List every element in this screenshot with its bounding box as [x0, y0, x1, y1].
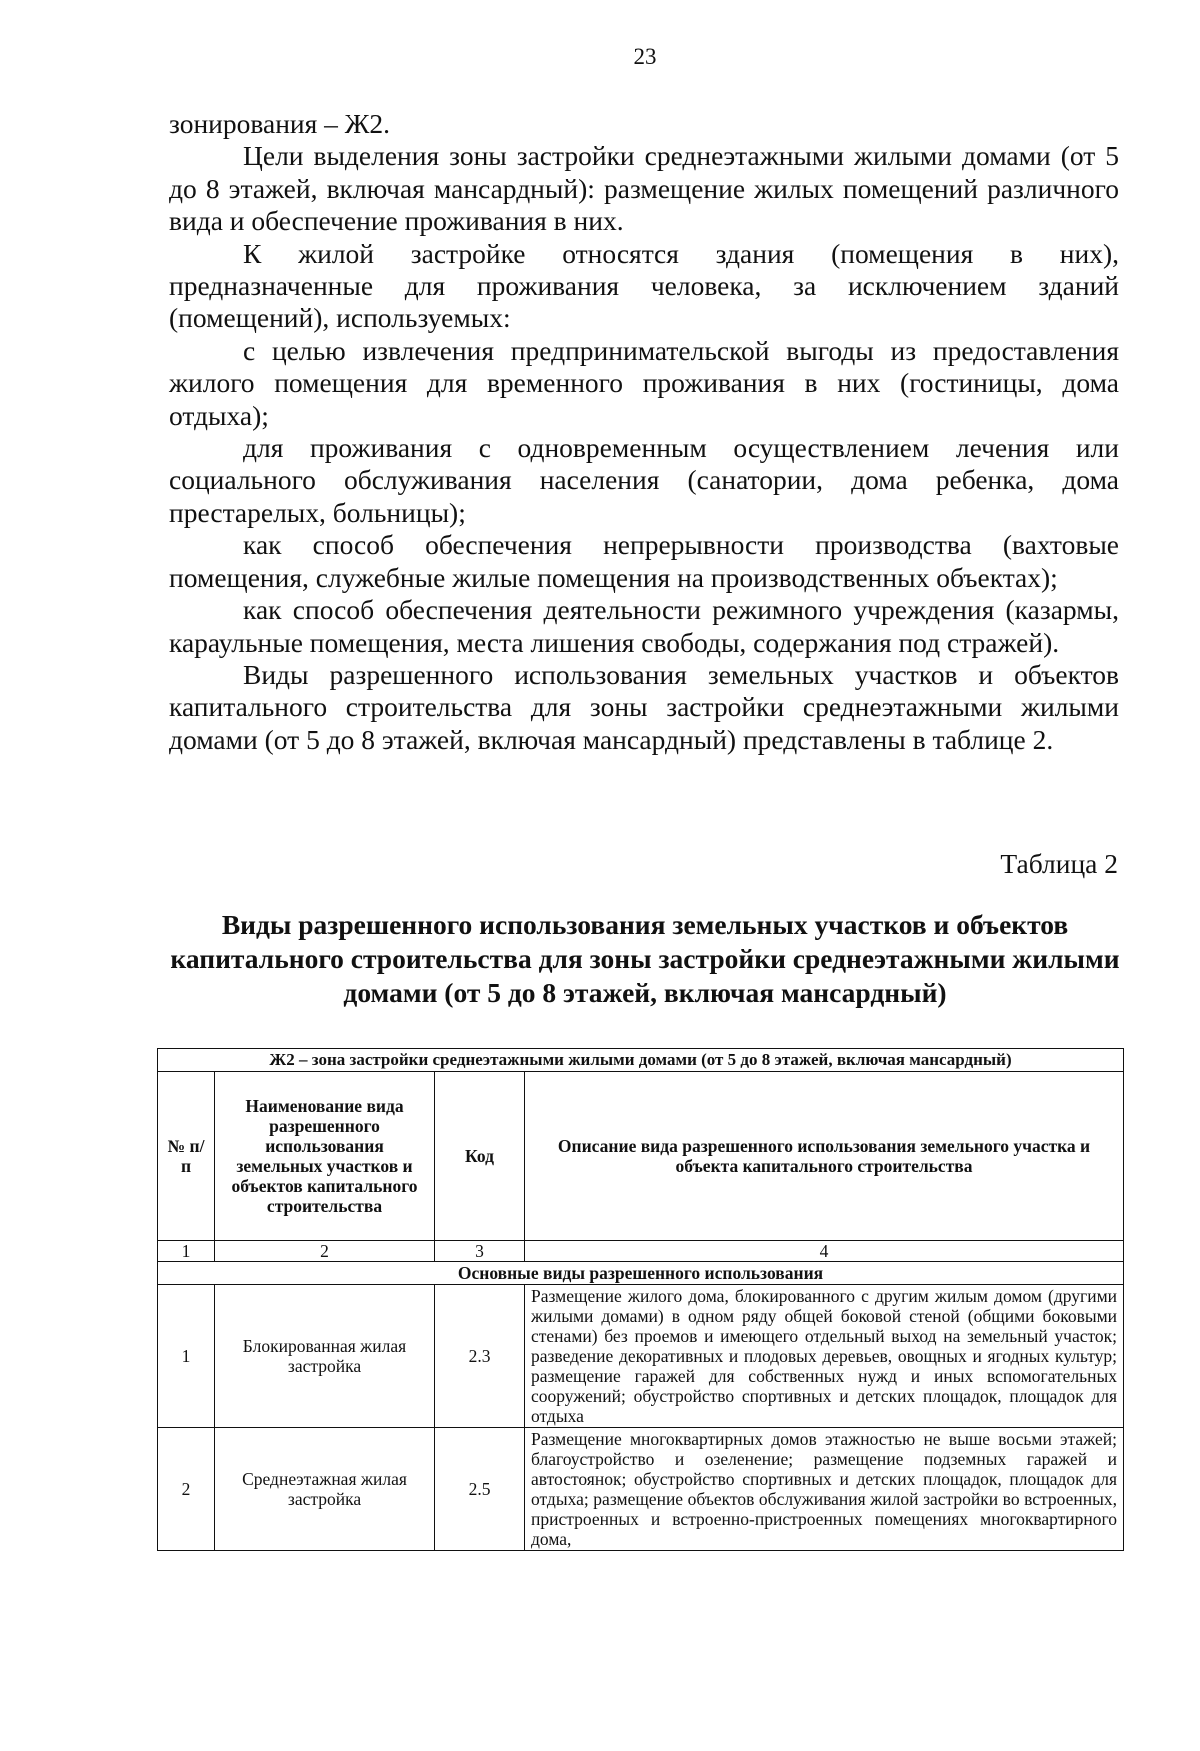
paragraph: как способ обеспечения непрерывности производства (вахтовые помещения, служебные жилые помещения на производственных объектах); — [169, 529, 1119, 593]
body-text — [169, 108, 1119, 756]
page-number: 23 — [633, 44, 657, 69]
zone-header-row — [158, 1049, 1124, 1072]
table-caption: Таблица 2 — [1000, 848, 1118, 879]
paragraph: с целью извлечения предпринимательской выгоды из предоставления жилого помещения для временного проживания в них (гостиницы, дома отдыха); — [169, 334, 1119, 431]
column-header-row — [158, 1072, 1124, 1241]
row-num: 2 — [158, 1428, 215, 1551]
table-row — [158, 1285, 1124, 1428]
section-title: Основные виды разрешенного использования — [158, 1262, 1124, 1285]
row-desc: Размещение многоквартирных домов этажностью не выше восьми этажей; благоустройство и озеленение; размещение подземных гаражей и автостоянок; обустройство спортивных и детских площадок, площадок для отдыха; размещение объектов обслуживания жилой застройки во встроенных, пристроенных и встроенно-пристроенных помещениях многоквартирного дома, — [525, 1428, 1124, 1551]
row-desc: Размещение жилого дома, блокированного с другим жилым домом (другими жилыми домами) в одном ряду общей боковой стеной (общими боковыми стенами) без проемов и имеющего отдельный выход на земельный участок; разведение декоративных и плодовых деревьев, овощных и ягодных культур; размещение гаражей для собственных нужд и иных вспомогательных сооружений; обустройство спортивных и детских площадок, площадок для отдыха — [525, 1285, 1124, 1428]
row-code: 2.3 — [435, 1285, 525, 1428]
paragraph: Цели выделения зоны застройки среднеэтажными жилыми домами (от 5 до 8 этажей, включая мансардный): размещение жилых помещений различного вида и обеспечение проживания в них. — [169, 140, 1119, 237]
column-header-desc: Описание вида разрешенного использования земельного участка и объекта капитального строительства — [525, 1072, 1124, 1241]
paragraph: К жилой застройке относятся здания (помещения в них), предназначенные для проживания человека, за исключением зданий (помещений), используемых: — [169, 237, 1119, 334]
land-use-table — [157, 1048, 1124, 1551]
row-num: 1 — [158, 1285, 215, 1428]
column-number: 4 — [525, 1241, 1124, 1262]
column-number: 2 — [215, 1241, 435, 1262]
paragraph: для проживания с одновременным осуществлением лечения или социального обслуживания населения (санатории, дома ребенка, дома престарелых, больницы); — [169, 432, 1119, 528]
column-header-name: Наименование вида разрешенного использования земельных участков и объектов капитального строительства — [215, 1072, 435, 1241]
column-number: 1 — [158, 1241, 215, 1262]
column-header-code: Код — [435, 1072, 525, 1241]
table-title: Виды разрешенного использования земельных участков и объектов капитального строительства для зоны застройки среднеэтажными жилыми домами (от 5 до 8 этажей, включая мансардный) — [170, 909, 1120, 1008]
column-number: 3 — [435, 1241, 525, 1262]
zone-header: Ж2 – зона застройки среднеэтажными жилыми домами (от 5 до 8 этажей, включая мансардный) — [158, 1049, 1124, 1072]
row-name: Блокированная жилая застройка — [215, 1285, 435, 1428]
paragraph: как способ обеспечения деятельности режимного учреждения (казармы, караульные помещения, места лишения свободы, содержания под стражей). — [169, 594, 1119, 658]
section-row — [158, 1262, 1124, 1285]
paragraph: Виды разрешенного использования земельных участков и объектов капитального строительства для зоны застройки среднеэтажными жилыми домами (от 5 до 8 этажей, включая мансардный) представлены в таблице 2. — [169, 658, 1119, 755]
column-number-row — [158, 1241, 1124, 1262]
paragraph: зонирования – Ж2. — [169, 108, 391, 139]
column-header-num: № п/п — [158, 1072, 215, 1241]
row-name: Среднеэтажная жилая застройка — [215, 1428, 435, 1551]
table-row — [158, 1428, 1124, 1551]
row-code: 2.5 — [435, 1428, 525, 1551]
